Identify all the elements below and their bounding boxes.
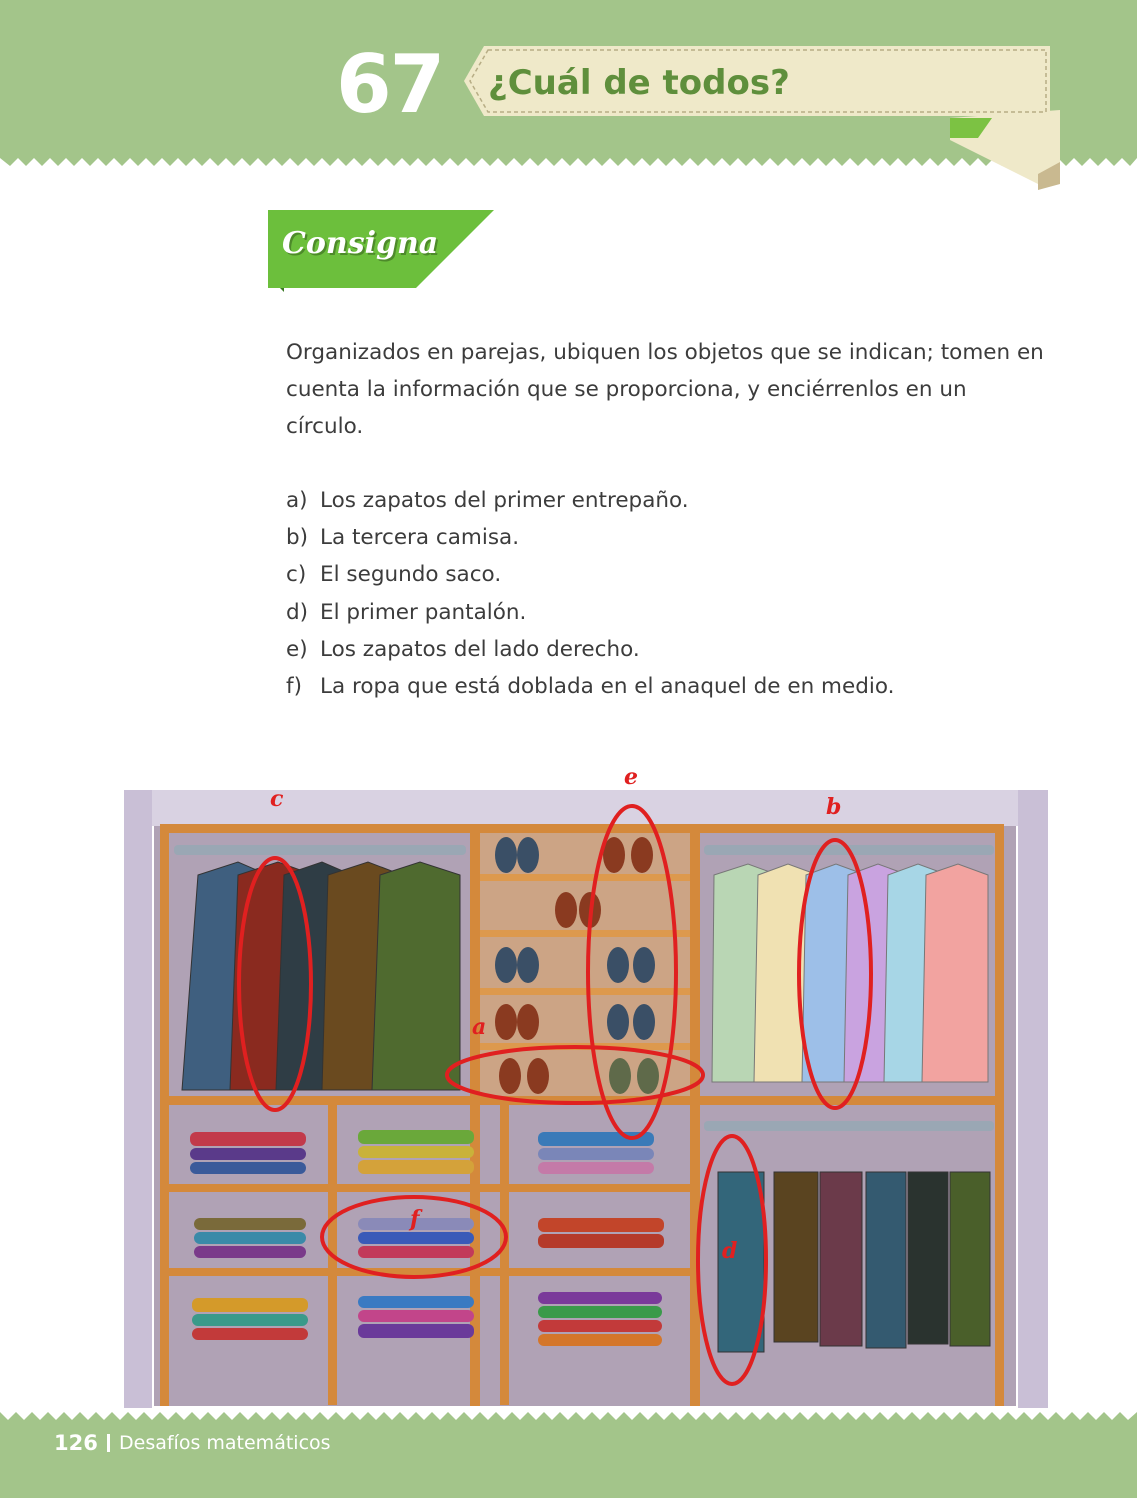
consigna-label: Consigna [282, 226, 439, 261]
task-item-e: e) Los zapatos del lado derecho. [286, 636, 640, 662]
annotation-b: b [826, 794, 842, 820]
closet-illustration [118, 760, 1058, 1420]
book-title: Desafíos matemáticos [119, 1432, 331, 1454]
annotation-a: a [472, 1014, 487, 1040]
annotation-f: f [410, 1206, 420, 1232]
annotation-e: e [624, 764, 638, 790]
annotation-d: d [722, 1238, 738, 1264]
task-item-f: f) La ropa que está doblada en el anaquel de en medio. [286, 674, 895, 700]
footer-band [0, 1412, 1137, 1498]
task-item-d: d) El primer pantalón. [286, 599, 527, 625]
instructions-text: Organizados en parejas, ubiquen los objetos que se indican; tomen en cuenta la información que se proporciona, y enciérrenlos en un círculo. [286, 340, 1044, 439]
task-list [286, 482, 894, 705]
task-item-c: c) El segundo saco. [286, 562, 502, 588]
page-number: 126 [54, 1431, 98, 1455]
lesson-title: ¿Cuál de todos? [488, 63, 790, 103]
lesson-number: 67 [336, 38, 444, 131]
annotation-c: c [270, 786, 284, 812]
footer-separator [107, 1434, 110, 1452]
task-item-a: a) Los zapatos del primer entrepaño. [286, 488, 689, 513]
task-item-b: b) La tercera camisa. [286, 525, 520, 551]
